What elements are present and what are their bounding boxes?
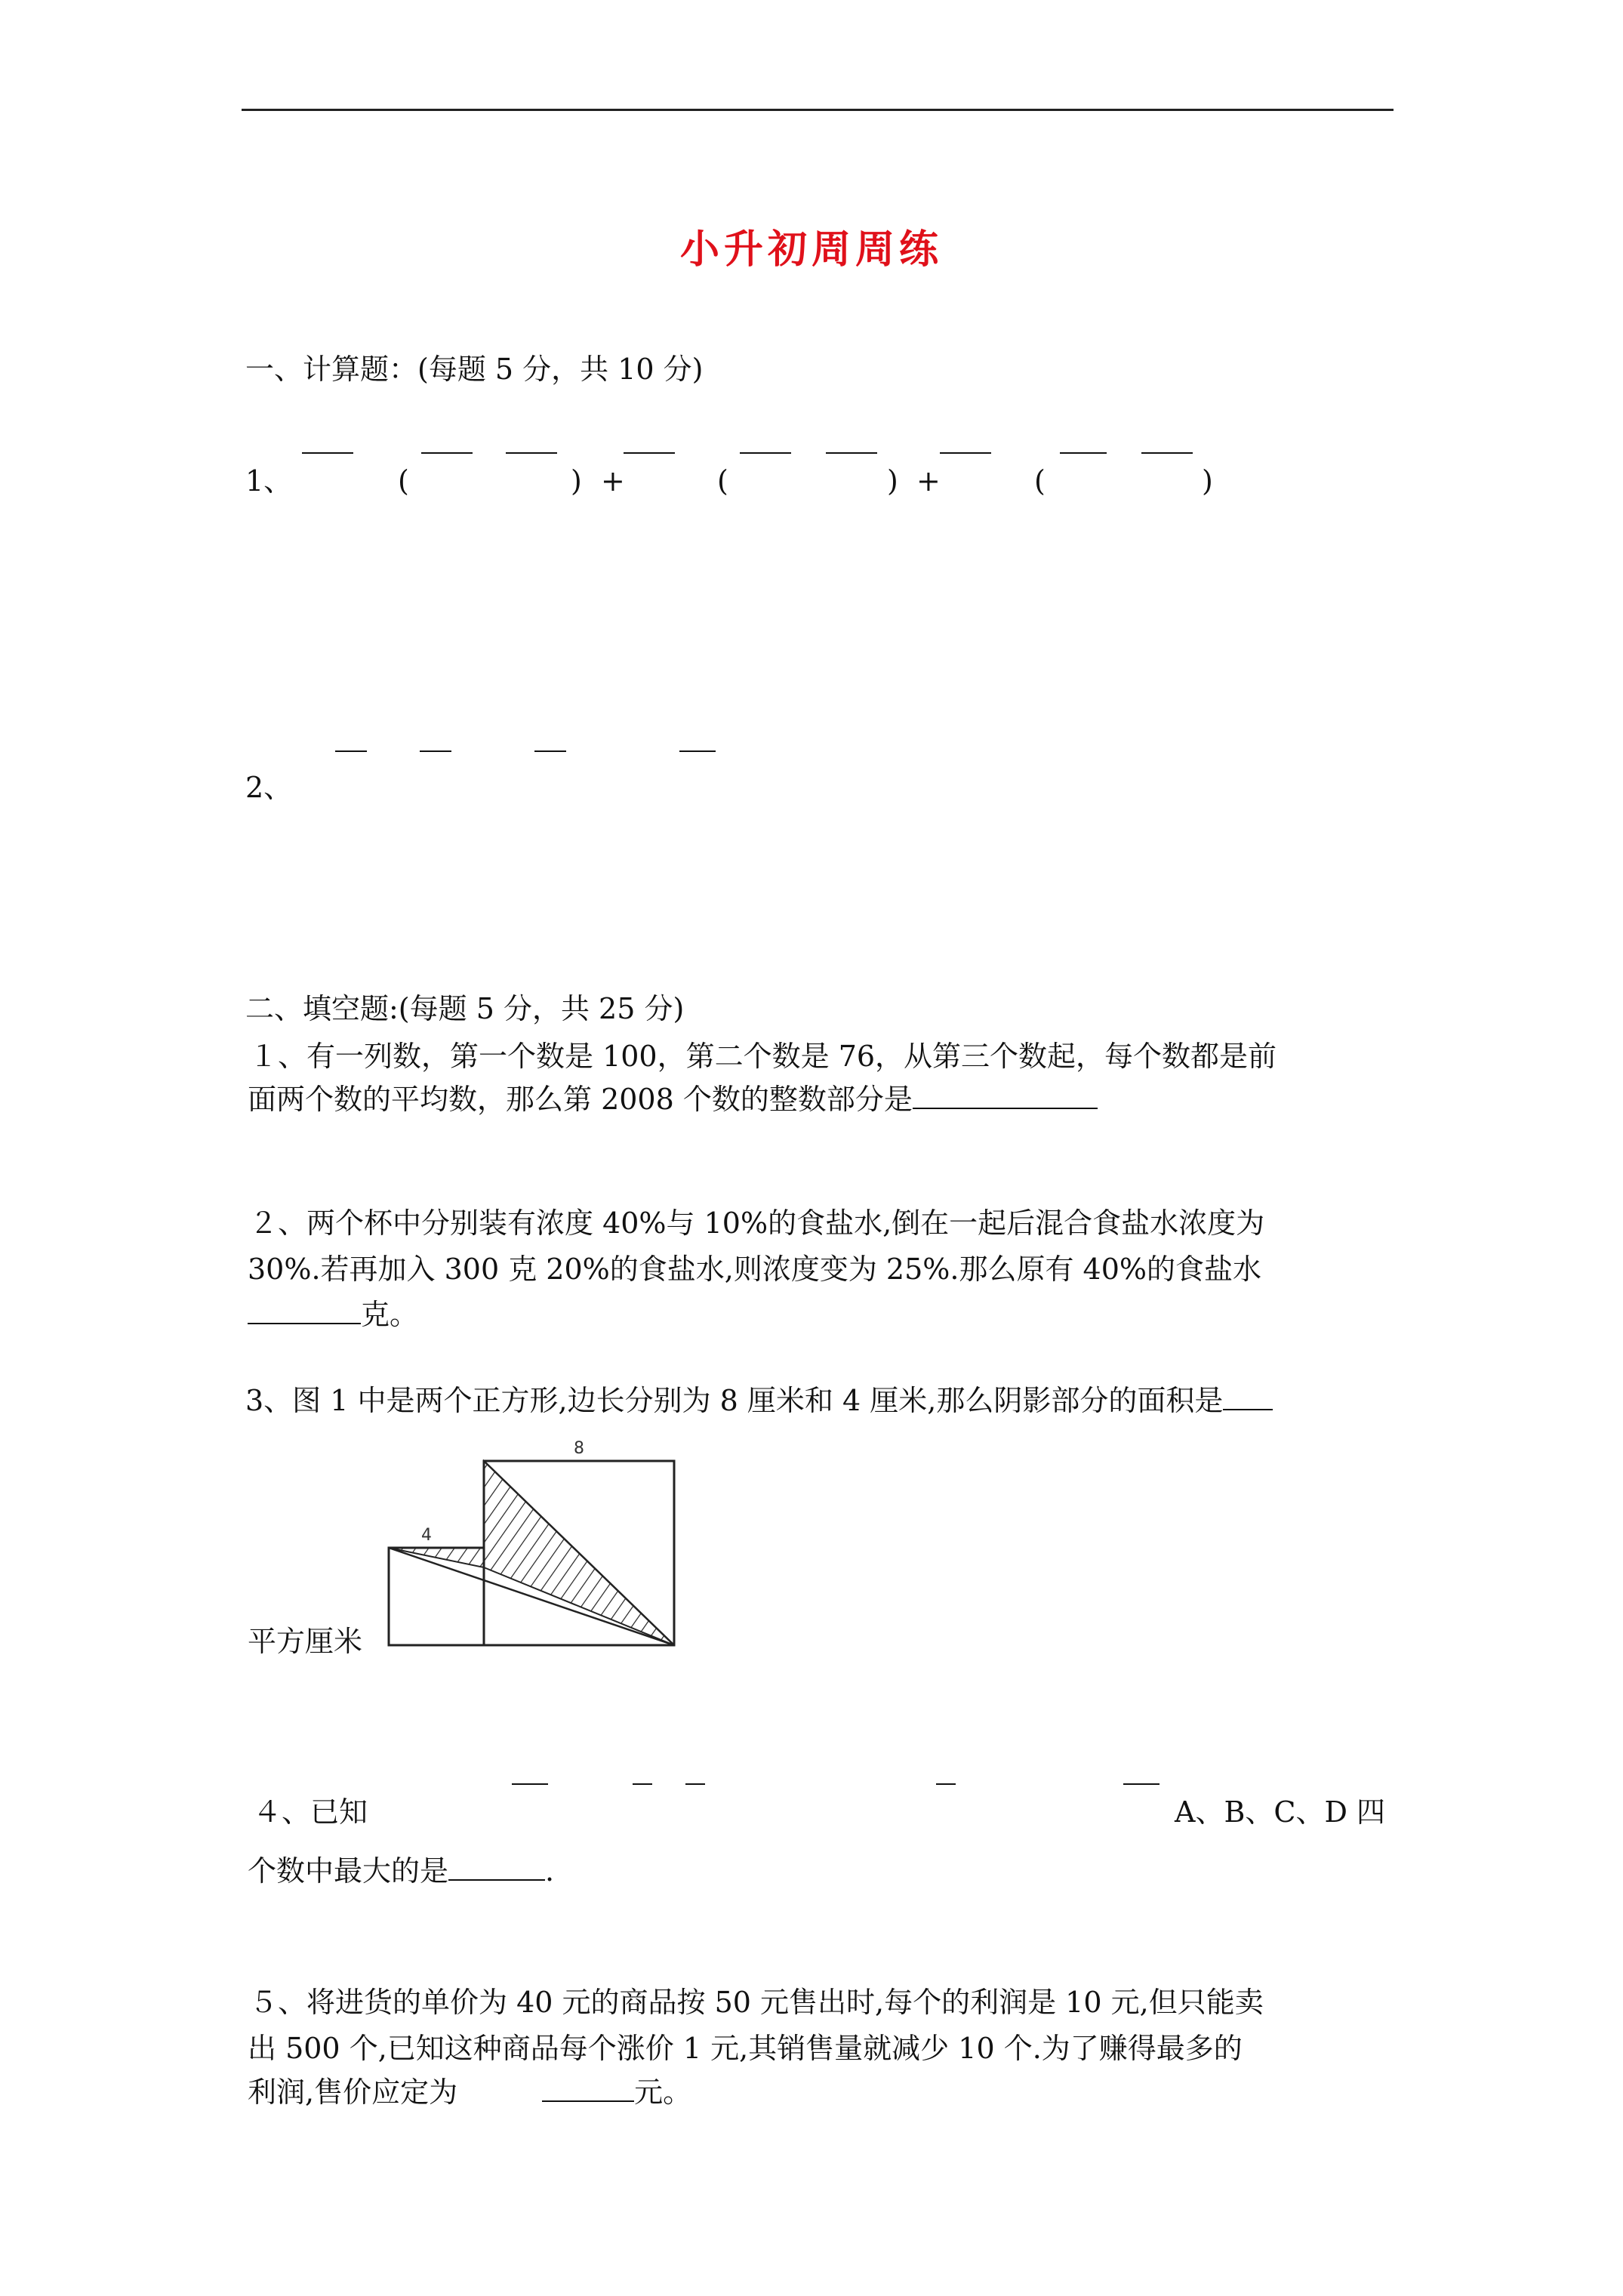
fraction-bar bbox=[740, 452, 791, 454]
s2-q4-line2-text: 个数中最大的是 bbox=[248, 1854, 449, 1888]
label-4: 4 bbox=[421, 1526, 432, 1545]
fraction-bar bbox=[1123, 1783, 1160, 1785]
answer-blank bbox=[248, 1323, 361, 1324]
s2-q4-prefix: ４、已知 bbox=[253, 1795, 368, 1829]
fraction-bar bbox=[335, 750, 367, 752]
fraction-bar bbox=[940, 452, 991, 454]
label-8: 8 bbox=[574, 1439, 584, 1458]
fraction-bar bbox=[512, 1783, 548, 1785]
answer-blank bbox=[448, 1879, 545, 1881]
fraction-bar bbox=[421, 452, 473, 454]
q1-number: 1、 bbox=[245, 464, 293, 498]
paren-open: ( bbox=[1034, 464, 1046, 498]
fraction-bar bbox=[633, 1783, 652, 1785]
fraction-bar bbox=[826, 452, 877, 454]
s2-q2-line3 bbox=[248, 1300, 418, 1329]
s2-q1-line2 bbox=[248, 1085, 1098, 1114]
fraction-bar bbox=[420, 750, 451, 752]
header-rule bbox=[242, 109, 1394, 111]
s2-q4-line2 bbox=[248, 1854, 555, 1888]
s2-q3-line1 bbox=[245, 1386, 1273, 1415]
s2-q3-line1-text: 3、图 1 中是两个正方形,边长分别为 8 厘米和 4 厘米,那么阴影部分的面积是 bbox=[245, 1384, 1224, 1417]
s2-q5-line3-prefix: 利润,售价应定为 bbox=[248, 2076, 458, 2109]
fraction-bar bbox=[1060, 452, 1107, 454]
fraction-bar bbox=[679, 750, 716, 752]
answer-blank bbox=[913, 1108, 1098, 1109]
s2-q5-line2: 出 500 个,已知这种商品每个涨价 1 元,其销售量就减少 10 个.为了赚得最多的 bbox=[248, 2032, 1243, 2065]
fraction-bar bbox=[302, 452, 353, 454]
paren-open: ( bbox=[398, 464, 409, 498]
s2-q1-line1: １、有一列数，第一个数是 100，第二个数是 76，从第三个数起，每个数都是前 bbox=[249, 1040, 1277, 1073]
figure-1-squares bbox=[381, 1431, 683, 1657]
s2-q2-line3-suffix: 克。 bbox=[361, 1298, 419, 1331]
page-title: 小升初周周练 bbox=[679, 227, 943, 273]
fraction-bar bbox=[534, 750, 566, 752]
s2-q5-line3 bbox=[248, 2076, 692, 2109]
paren-close: ) bbox=[571, 464, 582, 498]
section1-heading: 一、计算题：(每题 5 分，共 10 分) bbox=[245, 353, 704, 386]
s2-q5-line3-suffix: 元。 bbox=[634, 2076, 692, 2109]
s2-q4-line2-end: . bbox=[545, 1854, 555, 1888]
s2-q2-line1: ２、两个杯中分别装有浓度 40%与 10%的食盐水,倒在一起后混合食盐水浓度为 bbox=[249, 1207, 1265, 1240]
fraction-bar bbox=[936, 1783, 956, 1785]
s2-q2-line2: 30%.若再加入 300 克 20%的食盐水,则浓度变为 25%.那么原有 40%的食盐水 bbox=[248, 1253, 1262, 1286]
s2-q1-line2-text: 面两个数的平均数，那么第 2008 个数的整数部分是 bbox=[248, 1083, 913, 1116]
paren-close: ) bbox=[887, 464, 898, 498]
plus-sign: + bbox=[601, 464, 625, 498]
fraction-bar bbox=[1141, 452, 1193, 454]
answer-blank bbox=[542, 2100, 634, 2102]
fraction-bar bbox=[506, 452, 557, 454]
fraction-bar bbox=[624, 452, 675, 454]
s2-q5-line1: ５、将进货的单价为 40 元的商品按 50 元售出时,每个的利润是 10 元,但只能卖 bbox=[249, 1986, 1264, 2019]
paren-open: ( bbox=[717, 464, 728, 498]
s2-q3-line2: 平方厘米 bbox=[248, 1625, 363, 1658]
paren-close: ) bbox=[1202, 464, 1213, 498]
fraction-bar bbox=[685, 1783, 705, 1785]
s2-q4-suffix: A、B、C、D 四 bbox=[1175, 1795, 1385, 1829]
plus-sign: + bbox=[916, 464, 941, 498]
answer-blank bbox=[1223, 1409, 1273, 1410]
section2-heading: 二、填空题:(每题 5 分，共 25 分) bbox=[245, 992, 685, 1025]
q2-number: 2、 bbox=[245, 771, 293, 804]
